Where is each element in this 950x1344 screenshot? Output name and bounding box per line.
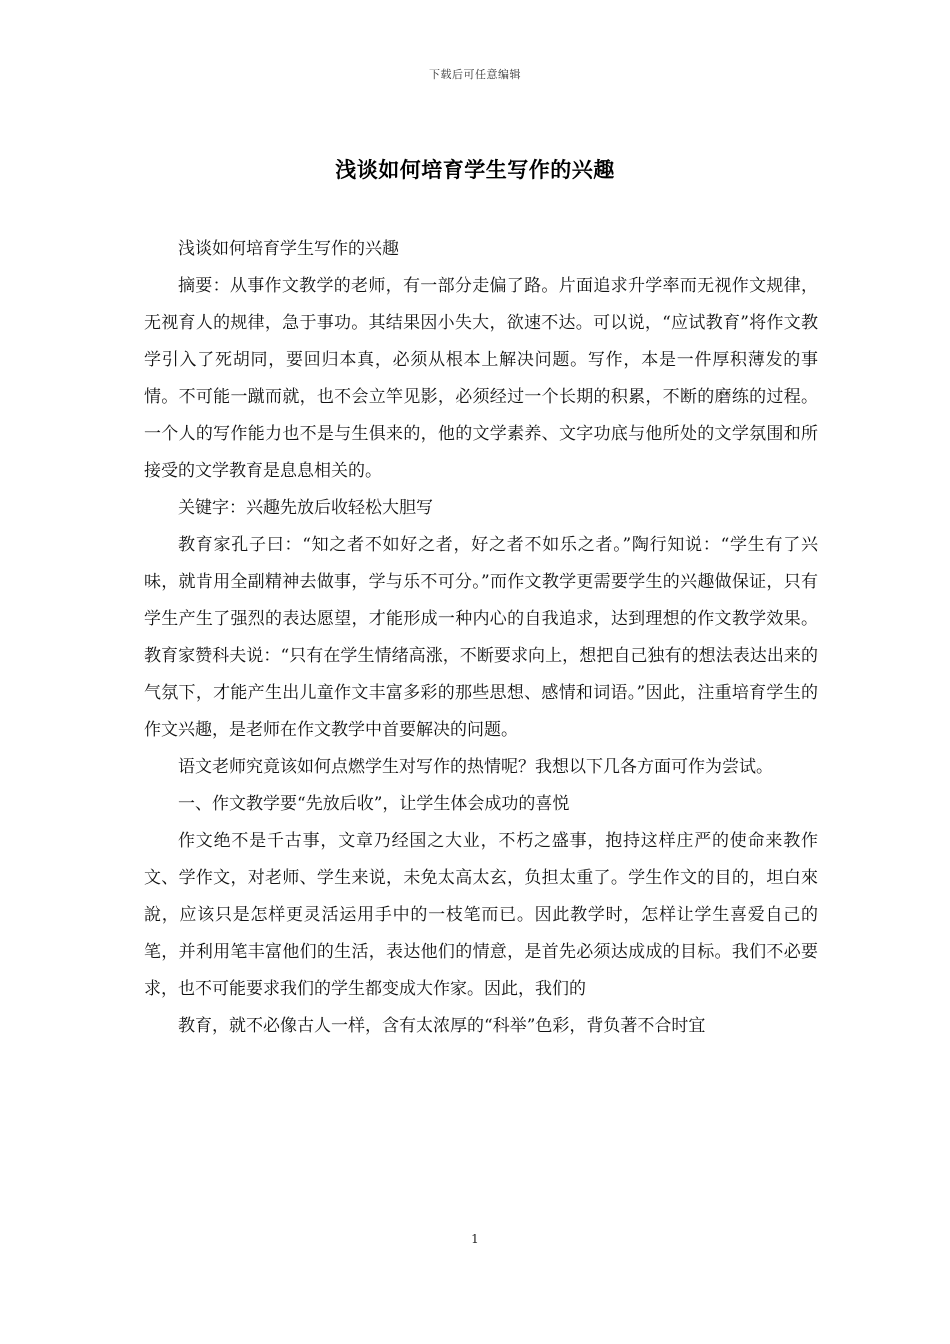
body-paragraph: 语文老师究竟该如何点燃学生对写作的热情呢？我想以下几各方面可作为尝试。 — [178, 757, 773, 777]
subtitle-paragraph: 浅谈如何培育学生写作的兴趣 — [178, 239, 399, 259]
body-paragraph: 教育，就不必像古人一样，含有太浓厚的“科举”色彩，背负著不合时宜 — [178, 1016, 706, 1036]
header-note: 下载后可任意编辑 — [429, 68, 521, 81]
keywords-paragraph: 关键字：兴趣先放后收轻松大胆写 — [178, 498, 433, 518]
body-text — [144, 231, 818, 1045]
body-paragraph: 教育家孔子曰：“知之者不如好之者，好之者不如乐之者。”陶行知说：“学生有了兴味，就肯用全副精神去做事，学与乐不可分。”而作文教学更需要学生的兴趣做保证，只有学生产生了强烈的表达愿望，才能形成一种内心的自我追求，达到理想的作文教学效果。教育家赞科夫说：“只有在学生情绪高涨，不断要求向上，想把自己独有的想法表达出来的气氛下，才能产生出儿童作文丰富多彩的那些思想、感情和词语。”因此，注重培育学生的作文兴趣，是老师在作文教学中首要解决的问题。 — [144, 535, 818, 740]
page-number: 1 — [471, 1232, 479, 1246]
document-title: 浅谈如何培育学生写作的兴趣 — [335, 157, 615, 182]
body-paragraph: 作文绝不是千古事，文章乃经国之大业，不朽之盛事，抱持这样庄严的使命来教作文、学作文，对老师、学生来说，未免太高太玄，负担太重了。学生作文的目的，坦白來說，应该只是怎样更灵活运用手中的一枝笔而已。因此教学时，怎样让学生喜爱自己的笔，并利用笔丰富他们的生活，表达他们的情意，是首先必须达成成的目标。我们不必要求，也不可能要求我们的学生都变成大作家。因此，我们的 — [144, 831, 818, 999]
section-heading: 一、作文教学要“先放后收”，让学生体会成功的喜悦 — [178, 794, 570, 814]
abstract-paragraph: 摘要：从事作文教学的老师，有一部分走偏了路。片面追求升学率而无视作文规律，无视育人的规律，急于事功。其结果因小失大，欲速不达。可以说，“应试教育”将作文教学引入了死胡同，要回归本真，必须从根本上解决问题。写作，本是一件厚积薄发的事情。不可能一蹴而就，也不会立竿见影，必须经过一个长期的积累，不断的磨练的过程。一个人的写作能力也不是与生俱来的，他的文学素养、文字功底与他所处的文学氛围和所接受的文学教育是息息相关的。 — [144, 276, 818, 481]
